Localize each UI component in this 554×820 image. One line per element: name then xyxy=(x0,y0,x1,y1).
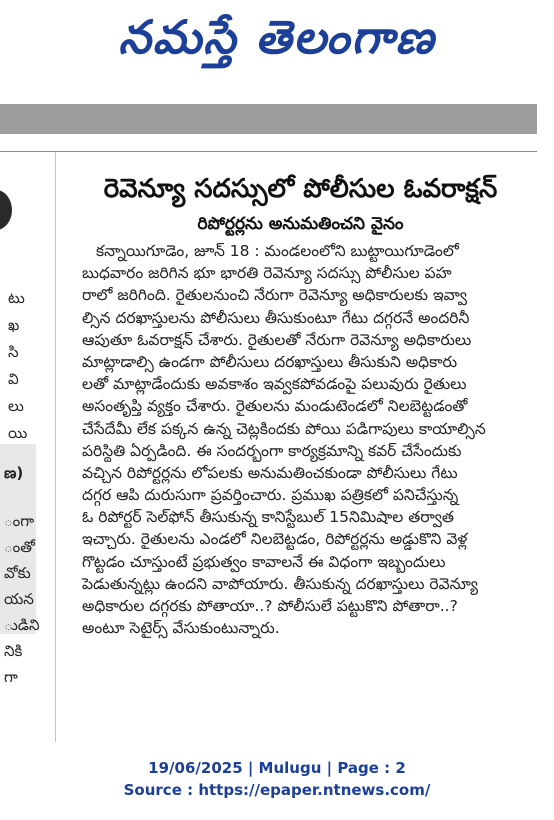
adjacent-text-fragment: ఖ xyxy=(8,316,20,334)
article-body-line: పెడుతున్నట్లు ఉందని వాపోయారు. తీసుకున్న దరఖాస్తులు రెవెన్యూ xyxy=(82,574,478,593)
adjacent-text-fragment: ణ) xyxy=(4,464,24,482)
adjacent-text-fragment: యి xyxy=(8,424,28,442)
article-body-line: అసంతృప్తి వ్యక్తం చేశారు. రైతులను మండుటెండలో నిలబెట్టడంతో xyxy=(82,397,468,416)
page-footer xyxy=(0,757,554,801)
article-body-line: కన్నాయిగూడెం, జూన్ 18 : మండలంలోని బుట్టాయిగూడెంలో xyxy=(96,242,459,260)
article-body-line: చేసేదేమీ లేక పక్కన ఉన్న చెట్లకిందకు పోయి పడిగాపులు కాయాల్సిన xyxy=(82,419,486,438)
divider-line xyxy=(0,151,537,152)
adjacent-text-fragment: సి xyxy=(8,343,19,361)
header-band xyxy=(0,104,537,134)
column-divider xyxy=(55,152,56,742)
article-body-line: బుధవారం జరిగిన భూ భారతి రెవెన్యూ సదస్సు పోలీసుల పహ xyxy=(82,264,452,283)
adjacent-text-fragment: టు xyxy=(8,289,25,307)
adjacent-text-fragment: లు xyxy=(8,397,24,415)
article-body-line: ఓ రిపోర్టర్ సెల్‌ఫోన్ తీసుకున్న కానిస్టేబుల్ 15నిమిషాల తర్వాత xyxy=(82,508,454,527)
article-body-line: రాలో జరిగింది. రైతులనుంచి నేరుగా రెవెన్యూ అధికారులకు ఇవ్వా xyxy=(82,286,467,305)
footer-source: Source : https://epaper.ntnews.com/ xyxy=(123,781,431,799)
article-body-line: గొట్టడం చూస్తుంటే ప్రభుత్వం కావాలనే ఈ విధంగా ఇబ్బందులు xyxy=(82,552,446,571)
adjacent-article-column xyxy=(0,152,55,742)
article-body-line: లతో మాట్లాడేందుకు అవకాశం ఇవ్వకపోవడంపై పలువురు రైతులు xyxy=(82,375,467,394)
article-subheadline: రిపోర్టర్లను అనుమతించని వైనం xyxy=(197,214,404,234)
article-body-line: పరిస్థితి ఏర్పడింది. ఈ సందర్భంగా కార్యక్రమాన్ని కవర్ చేసేందుకు xyxy=(82,441,462,460)
article-body-line: ఇచ్చారు. రైతులను ఎండలో నిలబెట్టడం, రిపోర్టర్లను అడ్డుకొని వెళ్ల xyxy=(82,530,468,549)
article-body-line: అంటూ సెటైర్స్ వేసుకుంటున్నారు. xyxy=(82,619,280,638)
article-body-line: అధికారుల దగ్గరకు పోతాయా..? పోలీసులే పట్టుకొని పోతారా..? xyxy=(82,597,458,615)
article-body-line: వచ్చిన రిపోర్టర్లను లోపలకు అనుమతించకుండా పోలీసులు గేటు xyxy=(82,463,458,482)
footer-date-edition: 19/06/2025 | Mulugu | Page : 2 xyxy=(148,759,406,777)
adjacent-text-fragment: వోకు xyxy=(4,564,31,582)
adjacent-text-fragment: గా xyxy=(4,668,18,686)
newspaper-masthead xyxy=(0,0,554,86)
adjacent-text-fragment: ుడిని xyxy=(4,616,40,634)
adjacent-text-fragment: యన xyxy=(4,590,34,608)
adjacent-text-fragment: నికి xyxy=(4,642,23,660)
article-body-line: మాట్లాడాల్సి ఉండగా పోలీసులు దరఖాస్తులు తీసుకుని అధికారు xyxy=(82,352,458,371)
article-body-line: ల్సిన దరఖాస్తులను పోలీసులు తీసుకుంటూ గేటు దగ్గరనే అందరినీ xyxy=(82,308,470,327)
article-body-line: ఆపుతూ ఓవరాక్షన్ చేశారు. రైతులతో నేరుగా రెవెన్యూ అధికారులు xyxy=(82,330,472,349)
masthead-title: నమస్తే తెలంగాణ xyxy=(118,10,436,64)
article-body-line: దగ్గర ఆపి దురుసుగా ప్రవర్తించారు. ప్రముఖ పత్రికలో పనిచేస్తున్న xyxy=(82,486,459,505)
adjacent-text-fragment: ంగా xyxy=(4,512,35,530)
adjacent-photo-fragment xyxy=(0,190,12,230)
adjacent-text-fragment: వి xyxy=(8,370,19,388)
adjacent-text-fragment: ంతో xyxy=(4,538,35,556)
article-body xyxy=(82,240,537,639)
article-headline: రెవెన్యూ సదస్సులో పోలీసుల ఓవరాక్షన్ xyxy=(103,174,498,204)
